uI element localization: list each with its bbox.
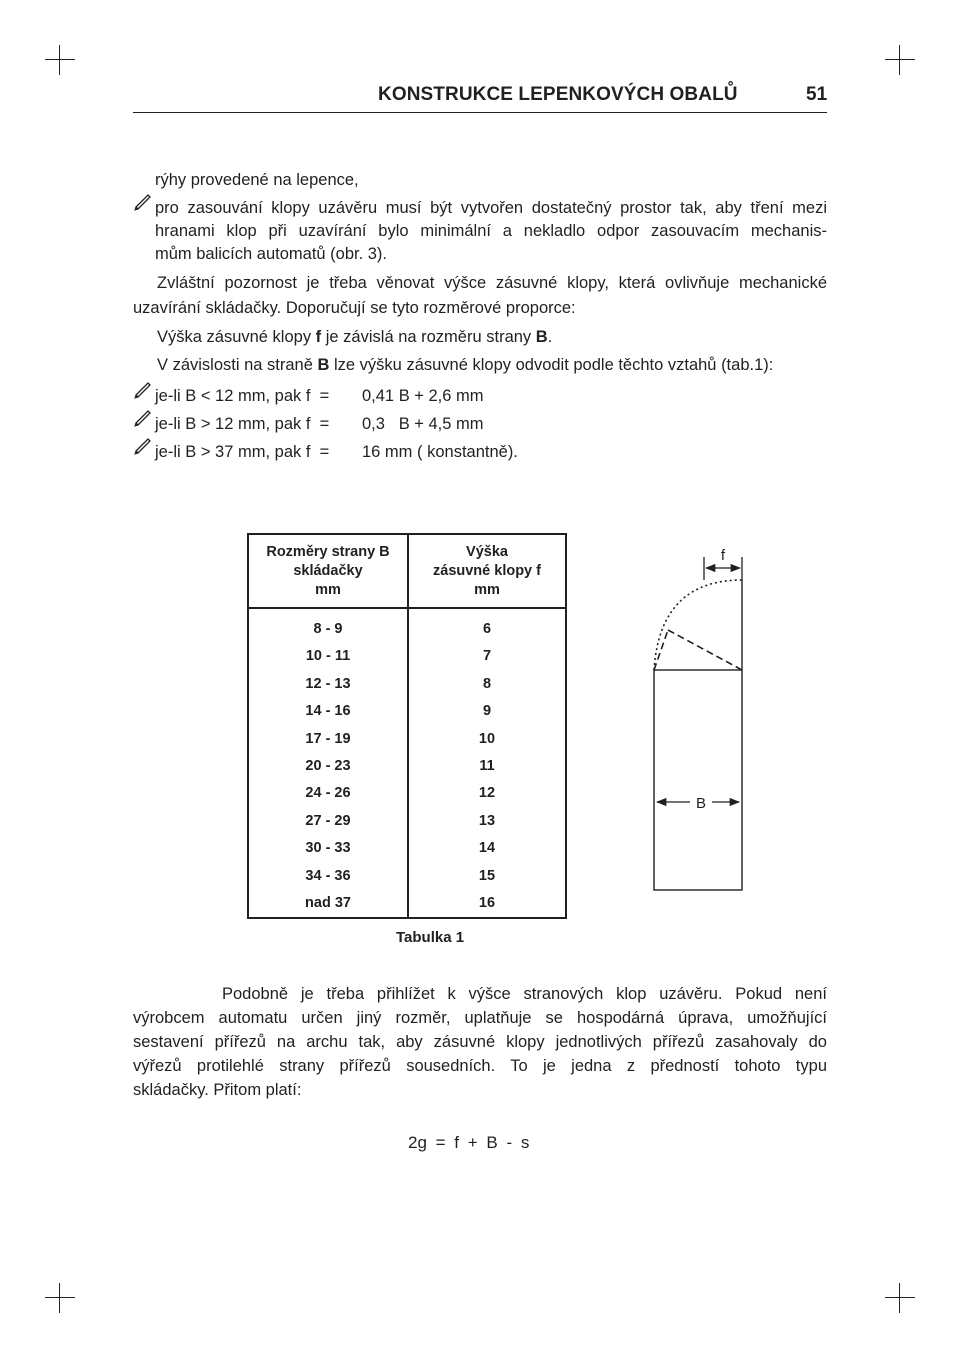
text-line: sestavení přířezů na archu tak, aby zásuvné klopy jednotlivých přířezů zasahovaly do (133, 1033, 827, 1051)
table-cell: 12 (478, 785, 496, 802)
table-cell: 24 - 26 (248, 780, 408, 807)
table-cell: 8 (482, 675, 492, 692)
table-cell: 13 (478, 812, 496, 829)
condition-left: je-li B > 12 mm, pak f = (155, 415, 330, 433)
flap-diagram (640, 540, 780, 892)
table-cell: 15 (478, 867, 496, 884)
pencil-bullet-icon (133, 379, 153, 399)
table-cell: nad 37 (248, 889, 408, 918)
pencil-bullet-icon (133, 191, 153, 211)
table-caption: Tabulka 1 (396, 929, 465, 946)
text-line: Zvláštní pozornost je třeba věnovat výšce zásuvné klopy, která ovlivňuje mechanické (157, 274, 827, 292)
text-line: pro zasouvání klopy uzávěru musí být vytvořen dostatečný prostor tak, aby tření mezi (155, 199, 827, 217)
text-line: Podobně je třeba přihlížet k výšce stranových klop uzávěru. Pokud není (222, 985, 827, 1003)
text-line: uzavírání skládačky. Doporučují se tyto rozměrové proporce: (133, 299, 576, 317)
table-cell: 14 (478, 840, 496, 857)
crop-mark-bottom-right (885, 1283, 915, 1313)
crop-mark-top-left (45, 45, 75, 75)
panel-rectangle (654, 670, 742, 890)
pencil-bullet-icon (133, 435, 153, 455)
text-line: hranami klop při uzavírání bylo minimální a nekladlo odpor zasouvacím mechanis- (155, 222, 827, 240)
table-cell: 6 (482, 620, 492, 637)
table-cell: 30 - 33 (248, 835, 408, 862)
table-cell: 20 - 23 (248, 752, 408, 779)
table-row (248, 643, 566, 670)
table-cell: 11 (479, 758, 495, 775)
formula: 2g = f + B - s (408, 1133, 530, 1152)
table-cell: 10 (478, 730, 496, 747)
table-row (248, 752, 566, 779)
crop-mark-bottom-left (45, 1283, 75, 1313)
text-line: V závislosti na straně B lze výšku zásuvné klopy odvodit podle těchto vztahů (tab.1): (157, 356, 774, 374)
text-line: výrobcem automatu určen jiný rozměr, uplatňuje se hospodárná úprava, umožňující (133, 1009, 827, 1027)
condition-right: 16 mm ( konstantně). (362, 443, 518, 461)
text-line: mům balicích automatů (obr. 3). (155, 245, 388, 263)
header-rule (133, 112, 827, 113)
table-row (248, 780, 566, 807)
table-cell: 9 (482, 703, 492, 720)
table-row (248, 697, 566, 724)
table-cell: 27 - 29 (248, 807, 408, 834)
table-cell: 14 - 16 (248, 697, 408, 724)
condition-right: 0,3 B + 4,5 mm (362, 415, 484, 433)
table-row (248, 862, 566, 889)
condition-right: 0,41 B + 2,6 mm (362, 387, 484, 405)
table-row (248, 889, 566, 918)
dimension-table (247, 533, 567, 919)
table-cell: 17 - 19 (248, 725, 408, 752)
table-header-row (248, 534, 566, 608)
flap-arc (654, 580, 742, 670)
table-cell: 7 (482, 648, 492, 665)
table-row (248, 608, 566, 643)
table-row (248, 835, 566, 862)
table-cell: 8 - 9 (248, 608, 408, 643)
table-header-cell: Výška zásuvné klopy f mm (408, 534, 566, 608)
condition-left: je-li B < 12 mm, pak f = (155, 387, 330, 405)
table-row (248, 725, 566, 752)
label-f: f (720, 547, 726, 564)
table-cell: 34 - 36 (248, 862, 408, 889)
text-line: výřezů protilehlé strany přířezů sousedních. To je jedna z předností tohoto typu (133, 1057, 827, 1075)
text-line: rýhy provedené na lepence, (155, 171, 359, 189)
page-number: 51 (806, 84, 828, 105)
table-cell: 12 - 13 (248, 670, 408, 697)
table-row (248, 807, 566, 834)
table-cell: 10 - 11 (248, 643, 408, 670)
table-header-cell: Rozměry strany B skládačky mm (248, 534, 408, 608)
crop-mark-top-right (885, 45, 915, 75)
flap-dashed-diagonal (668, 630, 742, 670)
text-line: Výška zásuvné klopy f je závislá na rozměru strany B. (157, 328, 553, 346)
condition-left: je-li B > 37 mm, pak f = (155, 443, 330, 461)
running-header-title: KONSTRUKCE LEPENKOVÝCH OBALŮ (378, 84, 738, 105)
table-row (248, 670, 566, 697)
label-b: B (695, 795, 707, 812)
table-cell: 16 (478, 895, 496, 912)
pencil-bullet-icon (133, 407, 153, 427)
text-line: skládačky. Přitom platí: (133, 1081, 302, 1099)
